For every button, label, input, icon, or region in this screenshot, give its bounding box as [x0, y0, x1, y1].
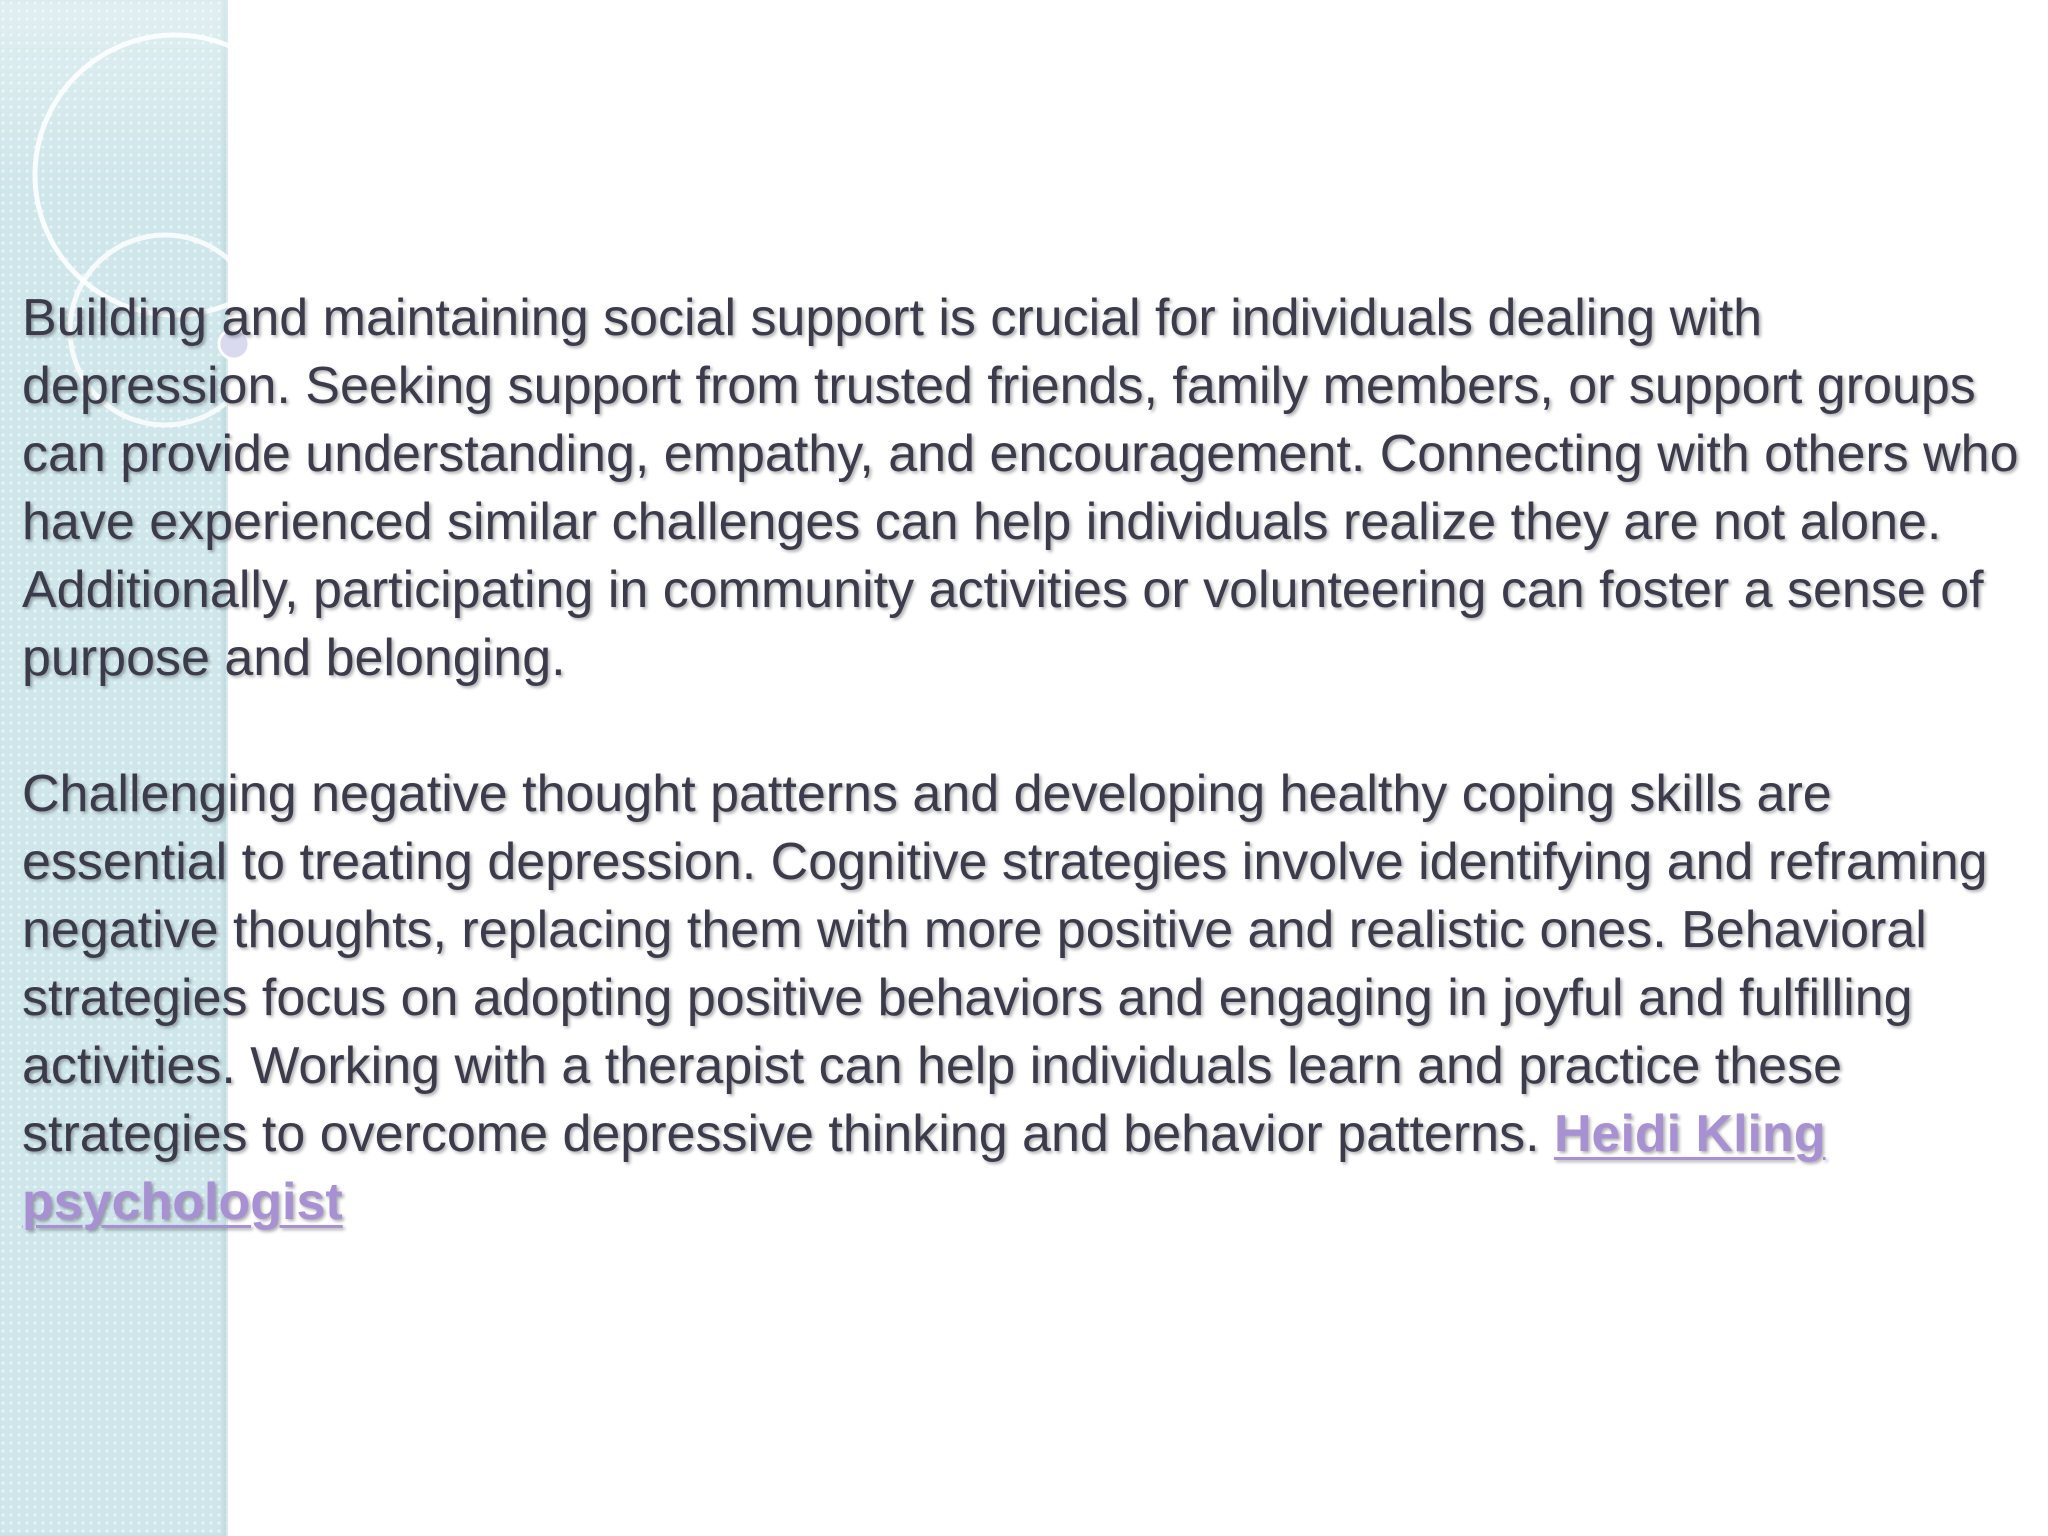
- paragraph-coping-text: Challenging negative thought patterns and developing healthy coping skills are essential to treating depression. Cognitive strategies involve identifying and reframing negative thoughts, replacing them with more positive and realistic ones. Behavioral strategies focus on adopting positive behaviors and engaging in joyful and fulfilling activities. Working with a therapist can help individuals learn and practice these strategies to overcome depressive thinking and behavior patterns.: [22, 765, 1988, 1163]
- paragraph-social-support: Building and maintaining social support is crucial for individuals dealing with depression. Seeking support from trusted friends, family members, or support groups can provide understanding, empathy, and encouragement. Connecting with others who have experienced similar challenges can help individuals realize they are not alone. Additionally, participating in community activities or volunteering can foster a sense of purpose and belonging.: [22, 289, 2019, 687]
- slide-body-text: [22, 284, 2032, 1236]
- paragraph-spacer: [22, 692, 2032, 760]
- psychologist-link[interactable]: Heidi Kling psychologist: [22, 1105, 1826, 1231]
- paragraph-coping-strategies: [22, 760, 2032, 1236]
- large-ring: [35, 35, 315, 315]
